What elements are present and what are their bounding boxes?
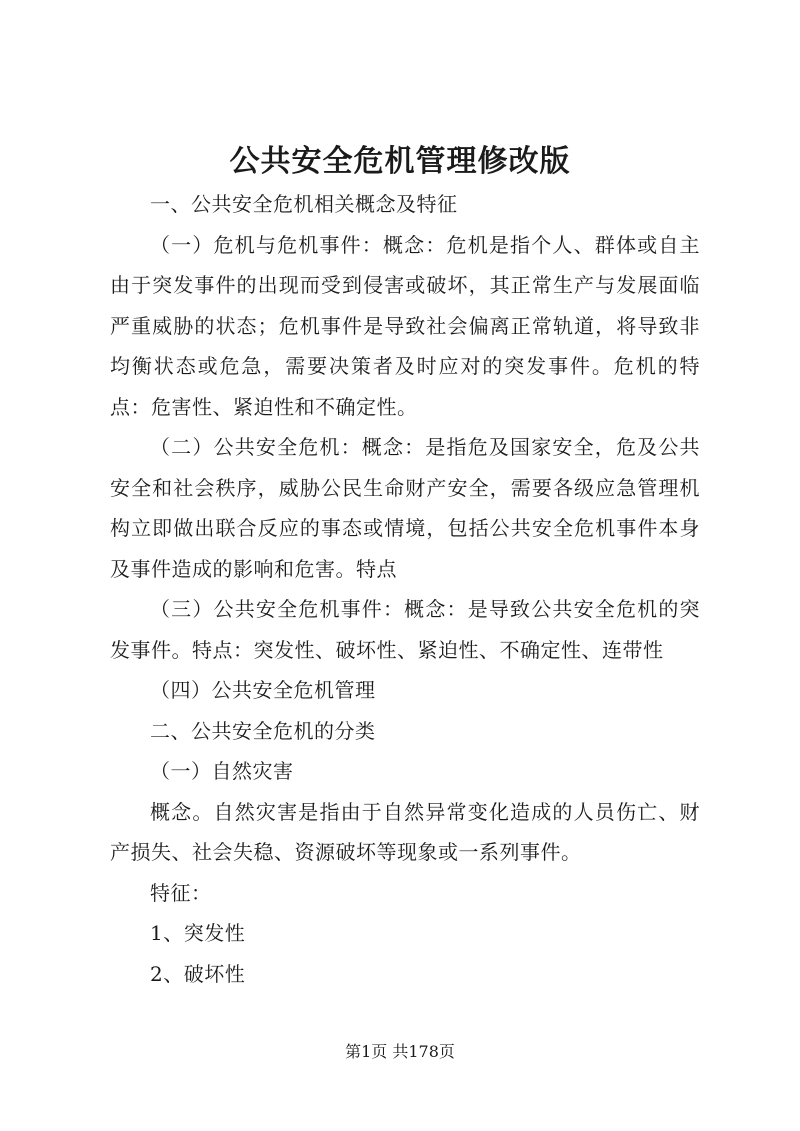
page-number-footer: 第1页 共178页 xyxy=(345,1042,455,1061)
document-body xyxy=(110,184,700,994)
document-title: 公共安全危机管理修改版 xyxy=(229,144,571,179)
paragraph-feature-1: 1、突发性 xyxy=(150,921,246,945)
paragraph-crisis-definition: （一）危机与危机事件：概念：危机是指个人、群体或自主由于突发事件的出现而受到侵害或破坏，其正常生产与发展面临严重威胁的状态；危机事件是导致社会偏离正常轨道，将导致非均衡状态或危急，需要决策者及时应对的突发事件。危机的特点：危害性、紧迫性和不确定性。 xyxy=(110,232,700,419)
paragraph-crisis-management: （四）公共安全危机管理 xyxy=(150,678,376,702)
paragraph-crisis-event: （三）公共安全危机事件：概念：是导致公共安全危机的突发事件。特点：突发性、破坏性、紧迫性、不确定性、连带性 xyxy=(110,597,700,662)
paragraph-section-1-heading: 一、公共安全危机相关概念及特征 xyxy=(150,192,458,216)
paragraph-feature-2: 2、破坏性 xyxy=(150,961,246,986)
paragraph-features-label: 特征： xyxy=(150,880,212,905)
paragraph-public-safety-crisis: （二）公共安全危机：概念：是指危及国家安全，危及公共安全和社会秩序，威胁公民生命财产安全，需要各级应急管理机构立即做出联合反应的事态或情境，包括公共安全危机事件本身及事件造成的影响和危害。特点 xyxy=(110,435,700,581)
paragraph-section-2-heading: 二、公共安全危机的分类 xyxy=(150,718,376,743)
paragraph-natural-disaster-concept: 概念。自然灾害是指由于自然异常变化造成的人员伤亡、财产损失、社会失稳、资源破坏等现象或一系列事件。 xyxy=(110,799,700,864)
paragraph-natural-disaster: （一）自然灾害 xyxy=(150,759,294,783)
